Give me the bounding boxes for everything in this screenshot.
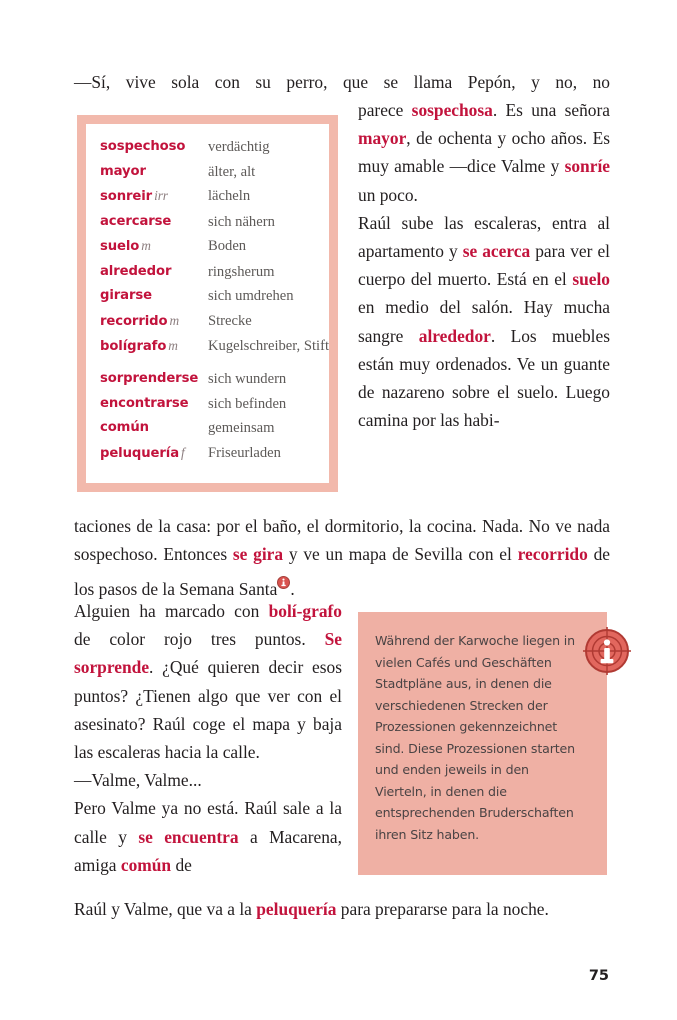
vocabulary-term-spanish: suelo m [100, 238, 151, 254]
highlighted-vocabulary-word: suelo [572, 269, 610, 290]
vocabulary-gender-marker: m [168, 338, 178, 353]
lower-left-paragraph-3: Pero Valme ya no está. Raúl sale a la calle y se encuentra a Macarena, amiga común de [74, 798, 342, 875]
vocabulary-term-spanish: alrededor [100, 263, 172, 279]
vocabulary-translation-german: verdächtig [208, 139, 270, 155]
vocabulary-term-spanish: bolígrafo m [100, 338, 178, 354]
vocabulary-row [100, 187, 329, 206]
vocabulary-row [100, 337, 329, 356]
vocabulary-row [100, 263, 329, 281]
vocabulary-translation-german: Strecke [208, 312, 252, 329]
vocabulary-translation-german: Kugelschreiber, Stift [208, 338, 329, 354]
vocabulary-row [100, 213, 329, 231]
vocabulary-row [100, 370, 329, 388]
vocabulary-row [100, 237, 329, 256]
intro-line: —Sí, vive sola con su perro, que se llama Pepón, y no, no [74, 72, 610, 92]
vocabulary-translation-german: gemeinsam [208, 420, 275, 436]
vocabulary-term-spanish: peluquería f [100, 444, 185, 461]
highlighted-vocabulary-word: peluquería [256, 899, 337, 919]
highlighted-vocabulary-word: sonríe [564, 156, 610, 177]
vocabulary-term-spanish: girarse [100, 288, 152, 303]
vocabulary-term-spanish: acercarse [100, 213, 172, 229]
highlighted-vocabulary-word: se gira [232, 544, 284, 565]
german-info-box [358, 612, 607, 875]
bottom-fullwidth-paragraph: Raúl y Valme, que va a la peluquería para prepararse para la noche. [74, 899, 549, 919]
vocabulary-term-spanish: recorrido m [100, 312, 180, 329]
highlighted-vocabulary-word: Se sorprende [74, 629, 342, 678]
vocabulary-term-spanish: sonreir irr [100, 188, 168, 204]
vocabulary-translation-german: älter, alt [208, 163, 256, 180]
vocabulary-translation-german: sich umdrehen [208, 288, 294, 304]
vocabulary-gender-marker: irr [154, 188, 168, 203]
vocabulary-term-spanish: sorprenderse [100, 371, 199, 386]
highlighted-vocabulary-word: sospechosa [411, 100, 493, 120]
highlighted-vocabulary-word: se acerca [462, 241, 531, 262]
vocabulary-term-spanish: común [100, 420, 149, 435]
highlighted-vocabulary-word: bolí-grafo [268, 601, 342, 621]
inline-info-icon [277, 569, 290, 582]
vocabulary-gender-marker: f [181, 444, 185, 460]
vocabulary-row [100, 287, 329, 305]
highlighted-vocabulary-word: común [120, 854, 172, 875]
highlighted-vocabulary-word: recorrido [517, 544, 588, 565]
vocabulary-translation-german: Friseurladen [208, 444, 281, 461]
highlighted-vocabulary-word: mayor [358, 128, 407, 149]
highlighted-vocabulary-word: alrededor [418, 325, 491, 346]
german-info-box-text: Während der Karwoche liegen in vielen Cafés und Geschäften Stadtpläne aus, in denen die verschiedenen Strecken der Prozessionen gekennzeichnet sind. Diese Prozessionen starten und enden jeweils in den Vierteln, in denen die entsprechenden Bruderschaften ihren Sitz haben. [375, 633, 575, 842]
right-column-paragraph-1: parece sospechosa. Es una señora mayor, de ochenta y ocho años. Es muy amable —dice Valme y sonríe un poco. [358, 100, 610, 205]
vocabulary-translation-german: sich befinden [208, 395, 287, 412]
vocabulary-translation-german: ringsherum [208, 263, 275, 280]
vocabulary-translation-german: lächeln [208, 188, 251, 204]
vocabulary-list [86, 124, 329, 463]
vocabulary-translation-german: sich nähern [208, 213, 275, 230]
info-target-icon [583, 627, 631, 675]
vocabulary-translation-german: Boden [208, 238, 247, 254]
vocabulary-row [100, 312, 329, 331]
mid-fullwidth-paragraph: taciones de la casa: por el baño, el dormitorio, la cocina. Nada. No ve nada sospechoso. Entonces se gira y ve un mapa de Sevilla con el recorrido de los pasos de la Semana Santa . [74, 516, 611, 600]
vocabulary-term-spanish: encontrarse [100, 395, 189, 411]
vocabulary-translation-german: sich wundern [208, 371, 287, 387]
page-number: 75 [588, 968, 609, 984]
vocabulary-row [100, 419, 329, 437]
vocabulary-term-spanish: mayor [100, 163, 146, 179]
vocabulary-row [100, 444, 329, 463]
vocabulary-row [100, 163, 329, 181]
lower-left-column [74, 597, 342, 879]
lower-left-paragraph-1: Alguien ha marcado con bolí-grafo de color rojo tres puntos. Se sorprende. ¿Qué quieren decir esos puntos? ¿Tienen algo que ver con el asesinato? Raúl coge el mapa y baja las escaleras hacia la calle. [74, 601, 342, 763]
vocabulary-gender-marker: m [141, 238, 151, 253]
right-column-paragraph-2: Raúl sube las escaleras, entra al apartamento y se acerca para ver el cuerpo del muerto. Está en el suelo en medio del salón. Hay mucha sangre alrededor. Los muebles están muy ordenados. Ve un guante de nazareno sobre el suelo. Luego camina por las habi- [358, 212, 610, 431]
right-column [358, 96, 610, 434]
lower-left-paragraph-2: —Valme, Valme... [74, 770, 202, 791]
vocabulary-row [100, 395, 329, 413]
vocabulary-row [100, 138, 329, 156]
vocabulary-box [77, 115, 338, 492]
vocabulary-term-spanish: sospechoso [100, 139, 186, 154]
vocabulary-gender-marker: m [169, 312, 180, 328]
highlighted-vocabulary-word: se encuentra [138, 826, 239, 847]
